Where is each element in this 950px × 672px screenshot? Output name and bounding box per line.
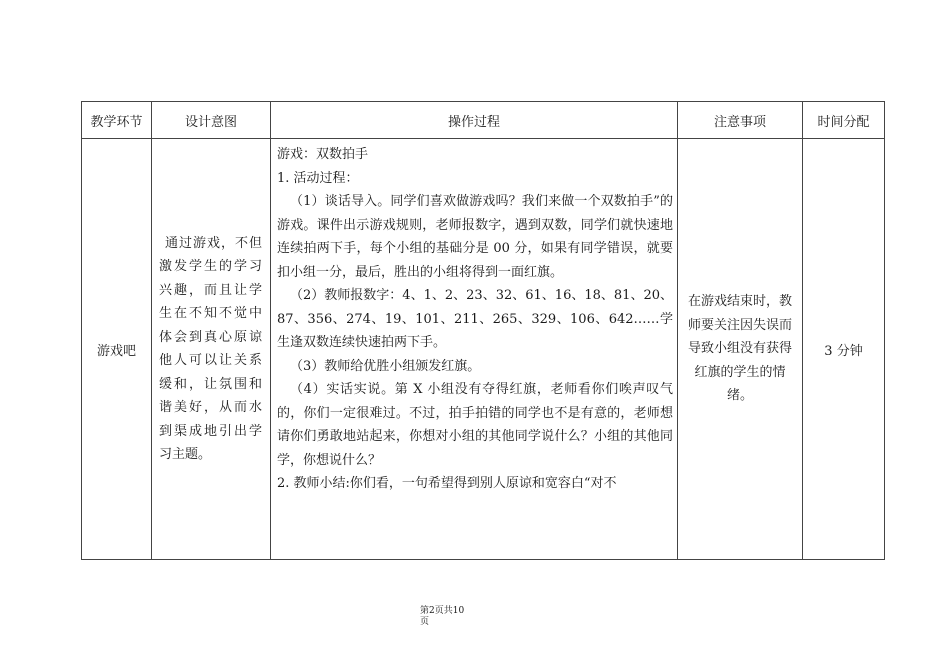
- step-1-part-4: （4）实话实说。第 X 小组没有夺得红旗，老师看你们唉声叹气的，你们一定很难过。不过，拍手拍错的同学也不是有意的，老师想请你们勇敢地站起来，你想对小组的其他同学说什么？小组的其他同学，你想说什么？: [277, 382, 673, 468]
- stage-text: 游戏吧: [96, 343, 136, 359]
- page-number: [420, 606, 500, 628]
- intent-text: 通过游戏，不但激发学生的学习兴趣，而且让学生在不知不觉中体会到真心原谅他人可以让关系缓和，让氛围和谐美好，从而水到渠成地引出学习主题。: [159, 235, 262, 462]
- page-number-line-1: 第2页共10: [420, 606, 465, 616]
- table-header-row: [82, 102, 885, 139]
- time-text: 3 分钟: [824, 343, 863, 359]
- step-1-part-2: （2）教师报数字：4、1、2、23、32、61、16、18、81、20、87、356、274、19、101、211、265、329、106、642……学生逢双数连续快速拍两下手。: [277, 288, 673, 350]
- process-content: [271, 139, 677, 559]
- step-1-part-1: （1）谈话导入。同学们喜欢做游戏吗？我们来做一个双数拍手”的游戏。课件出示游戏规则，老师报数字，遇到双数，同学们就快速地连续拍两下手，每个小组的基础分是 00 分，如果有同学错误，就要扣小组一分，最后，胜出的小组将得到一面红旗。: [277, 194, 673, 280]
- stage-cell: [82, 139, 152, 560]
- intent-cell: [152, 139, 271, 560]
- header-notes: 注意事项: [678, 102, 803, 139]
- process-cell: [271, 139, 678, 560]
- step-2: 2. 教师小结:你们看，一句希望得到别人原谅和宽容白“对不: [277, 476, 617, 491]
- lesson-plan-table: [81, 101, 885, 560]
- step-1: 1. 活动过程：: [277, 170, 359, 186]
- game-title: 游戏：双数拍手: [277, 147, 369, 162]
- header-process: 操作过程: [271, 102, 678, 139]
- time-cell: [803, 139, 885, 560]
- page-number-line-2: 页: [420, 617, 430, 627]
- table-row: [82, 139, 885, 560]
- header-intent: 设计意图: [152, 102, 271, 139]
- step-1-part-3: （3）教师给优胜小组颁发红旗。: [290, 358, 481, 374]
- notes-text: 在游戏结束时，教师要关注因失误而导致小组没有获得红旗的学生的情绪。: [687, 294, 792, 404]
- notes-cell: [678, 139, 803, 560]
- header-time: 时间分配: [803, 102, 885, 139]
- header-stage: 教学环节: [82, 102, 152, 139]
